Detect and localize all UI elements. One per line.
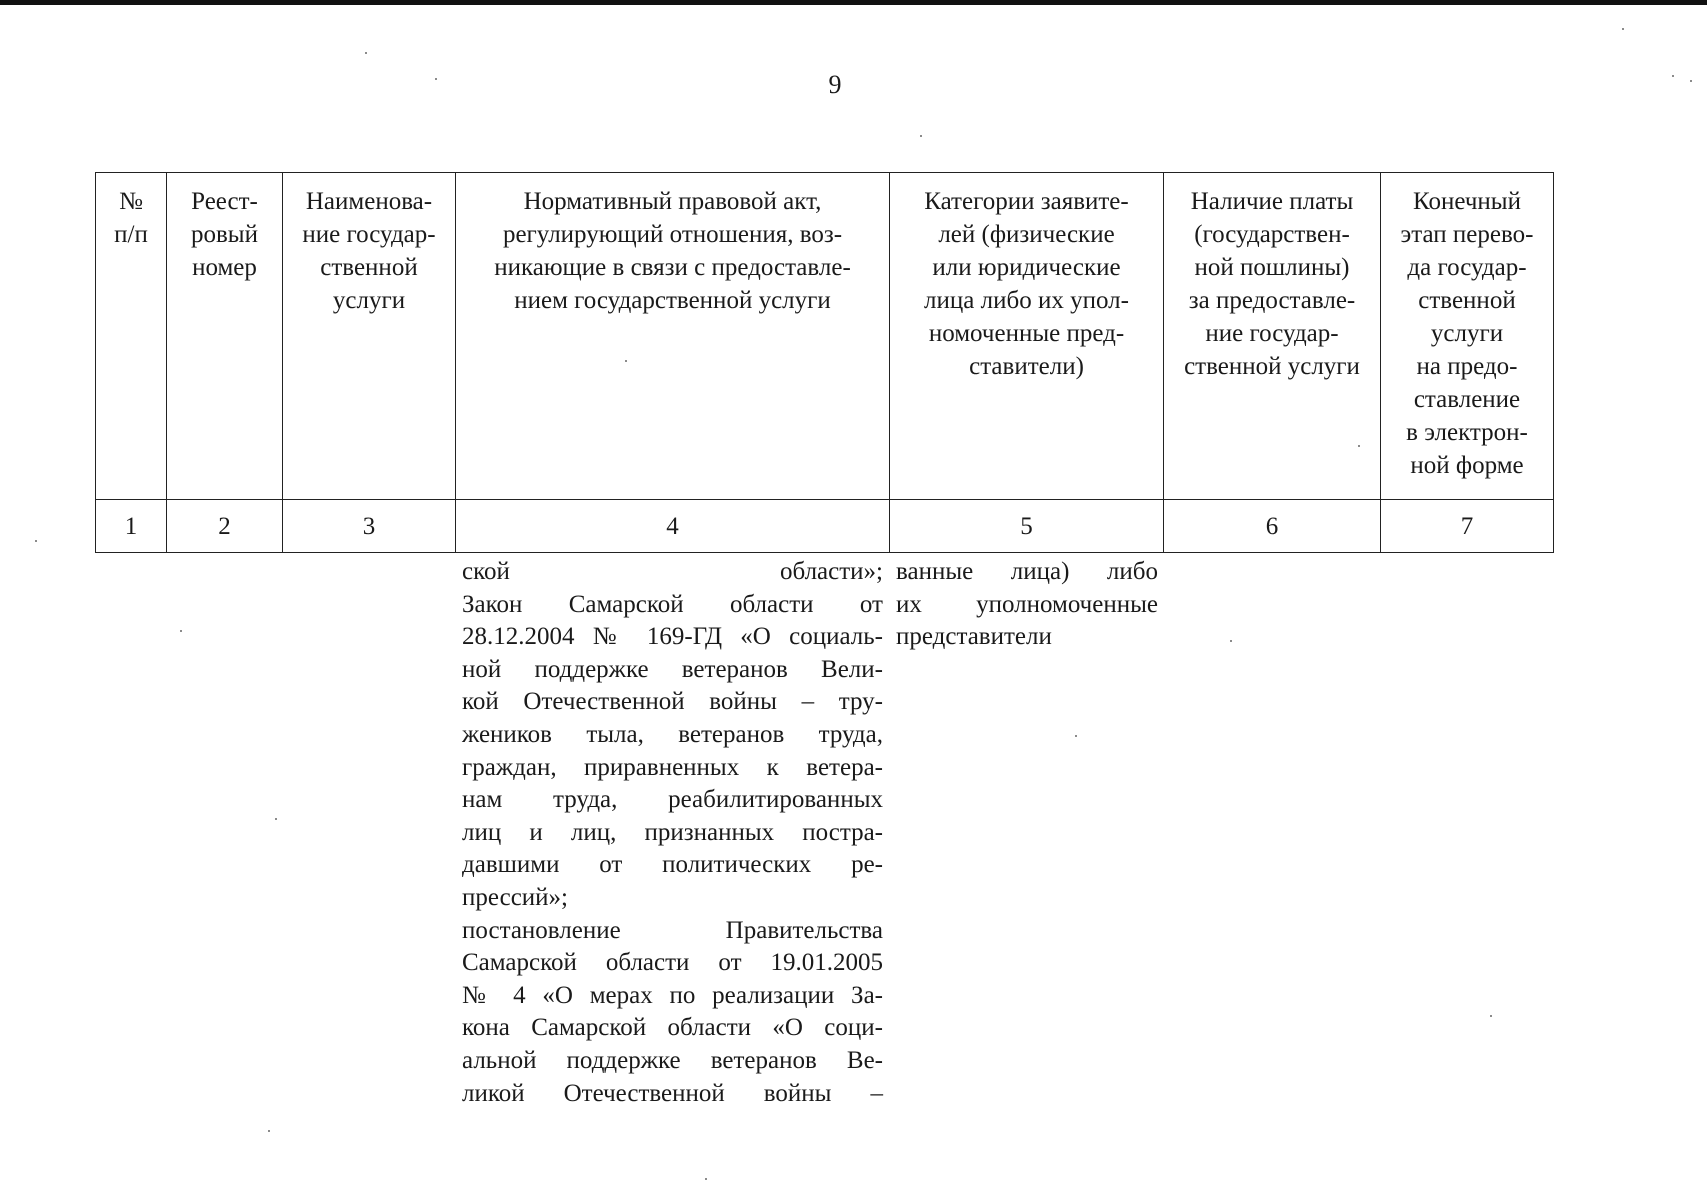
services-table [95,172,1554,553]
header-service-name: Наименова- ние государ- ственной услуги [283,173,456,500]
header-fee: Наличие платы (государствен- ной пошлины) за предоставле- ние государ- ственной услуги [1164,173,1381,500]
text-line: ликой Отечественной войны – [462,1079,883,1107]
column-number-cell: 5 [890,500,1164,553]
header-registry-number: Реест- ровый номер [167,173,283,500]
scan-speck [920,135,922,137]
header-legal-act: Нормативный правовой акт, регулирующий отношения, воз- никающие в связи с предоставле- нием государственной услуги [456,173,890,500]
header-final-stage: Конечный этап перево- да государ- ственной услуги на предо- ставление в электрон- ной форме [1381,173,1554,500]
scan-speck [1672,75,1674,77]
header-number: № п/п [96,173,167,500]
text-line: представители [896,623,1052,651]
top-border-line [0,0,1707,5]
scan-speck [705,1178,707,1180]
scan-speck [625,360,627,362]
scan-speck [268,1130,270,1132]
text-line: граждан, приравненных к ветера- [462,753,883,781]
scan-speck [1075,735,1077,737]
scan-speck [1358,445,1360,447]
column-number-cell: 4 [456,500,890,553]
column-number-cell: 7 [1381,500,1554,553]
scan-speck [275,818,277,820]
scan-speck [365,52,367,54]
text-line: их уполномоченные [896,590,1158,618]
column-number-cell: 6 [1164,500,1381,553]
scan-speck [1490,1015,1492,1017]
column-number-row [96,500,1554,553]
text-line: Самарской области от 19.01.2005 [462,949,883,977]
text-line: кой Отечественной войны – тру- [462,688,883,716]
text-line: постановление Правительства [462,916,883,944]
header-applicant-categories: Категории заявите- лей (физические или юридические лица либо их упол- номоченные пред- ставители) [890,173,1164,500]
page-number: 9 [828,70,842,99]
text-line: жеников тыла, ветеранов труда, [462,720,883,748]
text-line: лиц и лиц, признанных постра- [462,818,883,846]
text-line: прессий»; [462,883,568,911]
legal-act-continuation [462,556,883,1110]
text-line: ной поддержке ветеранов Вели- [462,655,883,683]
table-header-row [96,173,1554,500]
text-line: Закон Самарской области от [462,590,883,618]
scan-speck [435,78,437,80]
column-number-cell: 2 [167,500,283,553]
column-number-cell: 3 [283,500,456,553]
text-line: кона Самарской области «О соци- [462,1014,883,1042]
text-line: альной поддержке ветеранов Ве- [462,1046,883,1074]
text-line: № 4 «О мерах по реализации За- [462,981,883,1009]
scan-speck [1690,80,1692,82]
text-line: ской области»; [462,558,883,585]
scan-speck [35,540,37,542]
text-line: 28.12.2004 № 169-ГД «О социаль- [462,623,883,651]
column-number-cell: 1 [96,500,167,553]
scan-speck [1622,28,1624,30]
text-line: давшими от политических ре- [462,851,883,879]
scan-speck [180,630,182,632]
scan-speck [1230,640,1232,642]
text-line: нам труда, реабилитированных [462,786,883,814]
text-line: ванные лица) либо [896,558,1158,585]
applicant-categories-continuation [896,556,1158,654]
